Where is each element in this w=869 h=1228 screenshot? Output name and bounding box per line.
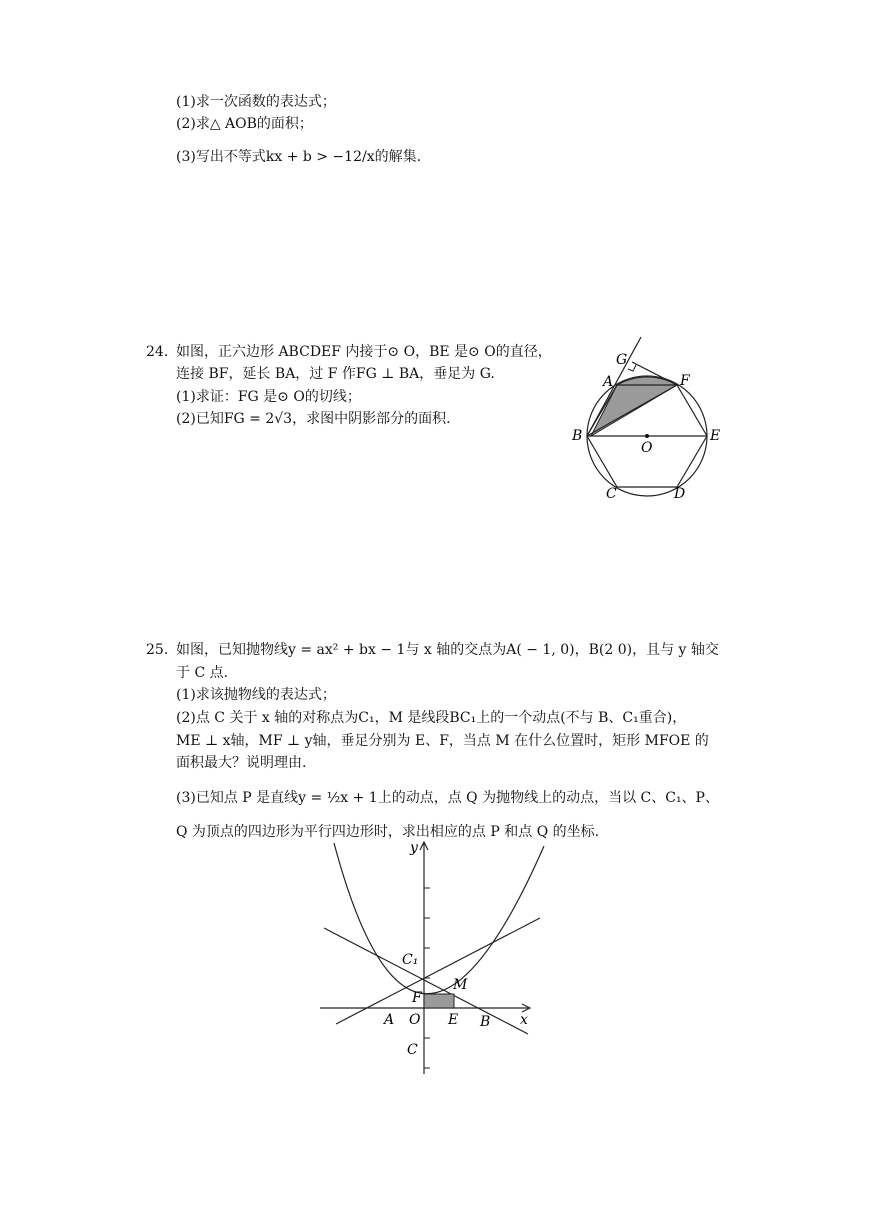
label-a: A: [384, 1012, 395, 1028]
label-e: E: [448, 1012, 459, 1028]
q25-line-5: ME ⊥ x轴，MF ⊥ y轴，垂足分别为 E、F，当点 M 在什么位置时，矩形 MFOE 的: [176, 733, 709, 749]
label-c: C: [606, 486, 617, 502]
center-dot: [645, 434, 649, 438]
q23-part-2: (2)求△ AOB的面积；: [176, 116, 313, 132]
label-d: D: [674, 486, 686, 502]
label-o: O: [641, 440, 653, 456]
label-b: B: [572, 428, 583, 444]
label-c1: C₁: [402, 952, 419, 968]
label-m: M: [453, 977, 468, 993]
parabola-figure: [318, 838, 548, 1078]
label-b: B: [480, 1014, 491, 1030]
q24-line-4: (2)已知FG = 2√3，求图中阴影部分的面积.: [176, 411, 451, 427]
line-c1-b: [324, 928, 528, 1034]
q25-line-3: (1)求该抛物线的表达式；: [176, 687, 336, 703]
q25-line-8: Q 为顶点的四边形为平行四边形时，求出相应的点 P 和点 Q 的坐标.: [176, 824, 600, 840]
q25-line-6: 面积最大？说明理由.: [176, 755, 307, 771]
rectangle-mfoe: [424, 994, 454, 1008]
label-y: y: [410, 840, 418, 856]
q24-line-1: 如图，正六边形 ABCDEF 内接于⊙ O，BE 是⊙ O的直径，: [176, 344, 552, 360]
q24-number: 24.: [146, 344, 169, 360]
label-e: E: [710, 428, 721, 444]
q25-line-1: 如图，已知抛物线y = ax² + bx − 1与 x 轴的交点为A( − 1, 0)，B(2 0)，且与 y 轴交: [176, 642, 719, 658]
label-a: A: [603, 374, 614, 390]
label-c: C: [407, 1042, 418, 1058]
q25-number: 25.: [146, 642, 169, 658]
q25-line-7: (3)已知点 P 是直线y = ½x + 1上的动点，点 Q 为抛物线上的动点，当以 C、C₁、P、: [176, 790, 719, 806]
label-o: O: [409, 1012, 421, 1028]
label-f: F: [680, 373, 690, 389]
hexagon-circle-figure: [570, 332, 730, 502]
q24-line-2: 连接 BF，延长 BA，过 F 作FG ⊥ BA，垂足为 G.: [176, 366, 495, 382]
q25-line-2: 于 C 点.: [176, 665, 229, 681]
label-x: x: [520, 1012, 528, 1028]
label-f: F: [412, 990, 422, 1006]
q24-line-3: (1)求证：FG 是⊙ O的切线；: [176, 389, 361, 405]
right-angle-mark: [628, 365, 636, 371]
q23-part-3: (3)写出不等式kx + b > −12/x的解集.: [176, 149, 422, 165]
q25-line-4: (2)点 C 关于 x 轴的对称点为C₁，M 是线段BC₁上的一个动点(不与 B、C₁重合)，: [176, 710, 687, 726]
q23-part-1: (1)求一次函数的表达式；: [176, 94, 336, 110]
label-g: G: [616, 352, 628, 368]
